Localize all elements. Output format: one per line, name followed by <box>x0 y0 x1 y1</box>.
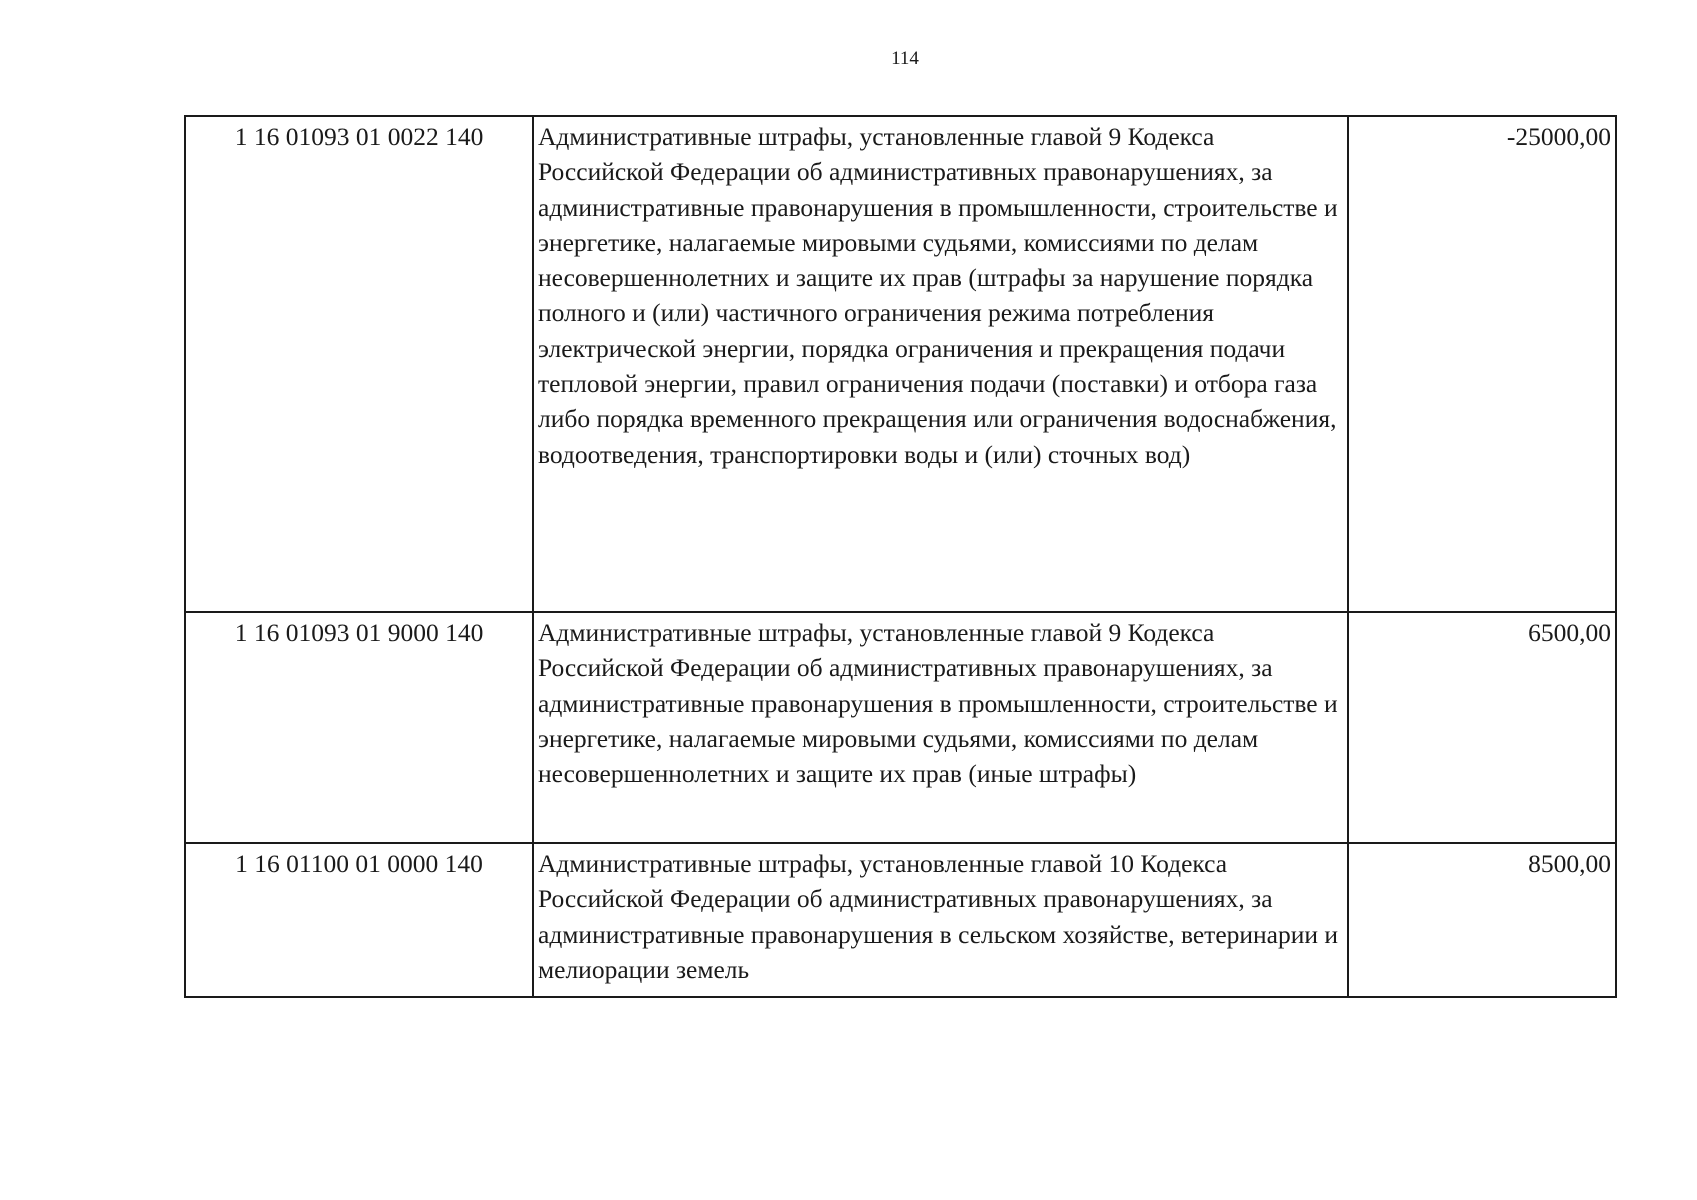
amount-cell: -25000,00 <box>1348 116 1616 612</box>
table-row <box>185 612 1616 843</box>
description-cell: Административные штрафы, установленные главой 10 Кодекса Российской Федерации об административных правонарушениях, за административные правонарушения в сельском хозяйстве, ветеринарии и мелиорации земель <box>533 843 1348 997</box>
budget-code-cell: 1 16 01093 01 9000 140 <box>185 612 533 843</box>
page-number: 114 <box>891 48 919 69</box>
description-cell: Административные штрафы, установленные главой 9 Кодекса Российской Федерации об административных правонарушениях, за административные правонарушения в промышленности, строительстве и энергетике, налагаемые мировыми судьями, комиссиями по делам несовершеннолетних и защите их прав (иные штрафы) <box>533 612 1348 843</box>
budget-code-cell: 1 16 01093 01 0022 140 <box>185 116 533 612</box>
table-row <box>185 843 1616 997</box>
table-row <box>185 116 1616 612</box>
amount-cell: 8500,00 <box>1348 843 1616 997</box>
description-cell: Административные штрафы, установленные главой 9 Кодекса Российской Федерации об административных правонарушениях, за административные правонарушения в промышленности, строительстве и энергетике, налагаемые мировыми судьями, комиссиями по делам несовершеннолетних и защите их прав (штрафы за нарушение порядка полного и (или) частичного ограничения режима потребления электрической энергии, порядка ограничения и прекращения подачи тепловой энергии, правил ограничения подачи (поставки) и отбора газа либо порядка временного прекращения или ограничения водоснабжения, водоотведения, транспортировки воды и (или) сточных вод) <box>533 116 1348 612</box>
budget-code-cell: 1 16 01100 01 0000 140 <box>185 843 533 997</box>
budget-table <box>184 115 1617 998</box>
amount-cell: 6500,00 <box>1348 612 1616 843</box>
